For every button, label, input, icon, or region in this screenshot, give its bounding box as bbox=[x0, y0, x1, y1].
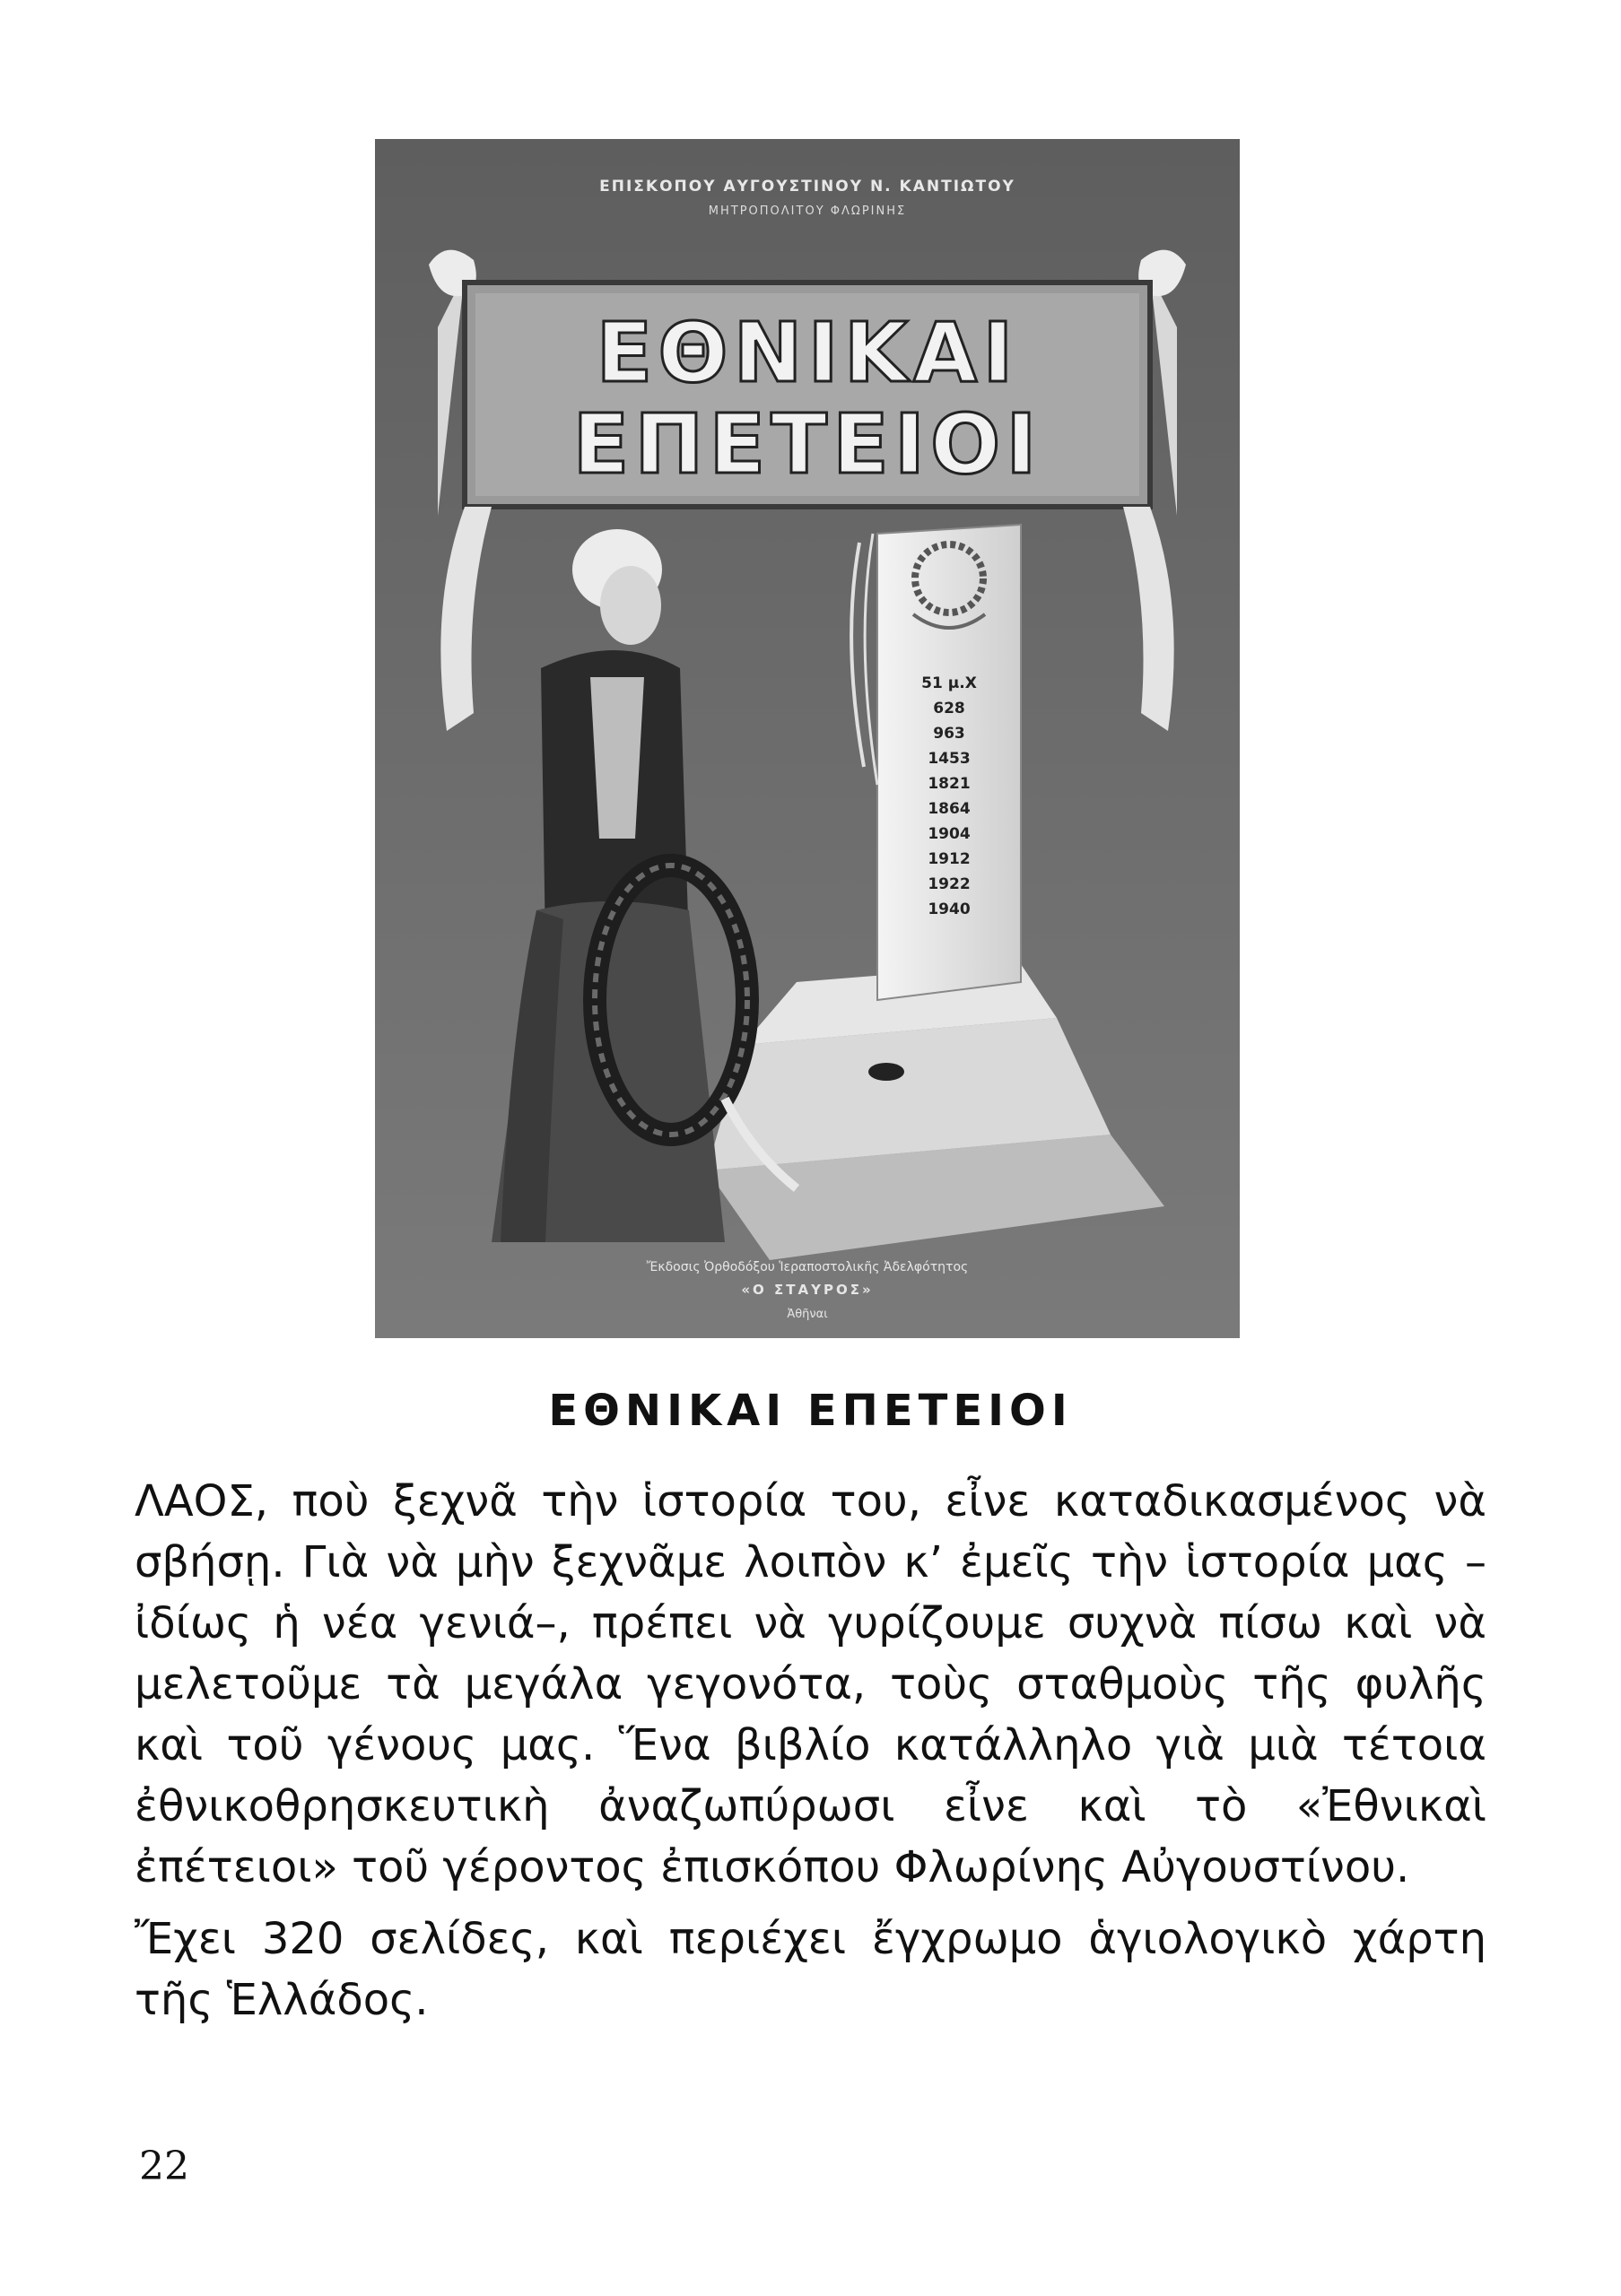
cover-see-line: ΜΗΤΡΟΠΟΛΙΤΟΥ ΦΛΩΡΙΝΗΣ bbox=[708, 204, 907, 218]
monument-date: 51 μ.Χ bbox=[921, 674, 977, 692]
monument-date: 1453 bbox=[928, 750, 971, 768]
book-cover-image bbox=[375, 139, 1240, 1338]
page-heading: ΕΘΝΙΚΑΙ ΕΠΕΤΕΙΟΙ bbox=[548, 1386, 1073, 1436]
cover-title-line1: ΕΘΝΙΚΑΙ bbox=[596, 305, 1019, 401]
monument-date: 628 bbox=[933, 700, 965, 718]
cover-publisher-line1: Ἔκδοσις Ὀρθοδόξου Ἱεραποστολικῆς Ἀδελφότητος bbox=[646, 1260, 969, 1274]
monument-date: 1940 bbox=[928, 900, 971, 918]
monument-date: 1904 bbox=[928, 825, 971, 843]
body-text bbox=[135, 1471, 1486, 2041]
monument-date: 1864 bbox=[928, 800, 971, 818]
page-number: 22 bbox=[139, 2144, 189, 2189]
paragraph: Ἔχει 320 σελίδες, καὶ περιέχει ἔγχρωμο ἁγιολογικὸ χάρτη τῆς Ἑλλάδος. bbox=[135, 1914, 1486, 2025]
cover-illustration bbox=[375, 139, 1240, 1338]
monument-date: 1912 bbox=[928, 850, 971, 868]
monument-date: 1922 bbox=[928, 875, 971, 893]
monument-date: 1821 bbox=[928, 775, 971, 793]
paragraph: ΛΑΟΣ, ποὺ ξεχνᾶ τὴν ἱστορία του, εἶνε καταδικασμένος νὰ σβήσῃ. Γιὰ νὰ μὴν ξεχνᾶμε λοιπὸν κ’ ἐμεῖς τὴν ἱστορία μας –ἰδίως ἡ νέα γενιά–, πρέπει νὰ γυρίζουμε συχνὰ πίσω καὶ νὰ μελετοῦμε τὰ μεγάλα γεγονότα, τοὺς σταθμοὺς τῆς φυλῆς καὶ τοῦ γένους μας. Ἕνα βιβλίο κατάλληλο γιὰ μιὰ τέτοια ἐθνικοθρησκευτικὴ ἀναζωπύρωσι εἶνε καὶ τὸ «Ἐθνικαὶ ἐπέτειοι» τοῦ γέροντος ἐπισκόπου Φλωρίνης Αὐγουστίνου. bbox=[135, 1476, 1486, 1892]
cover-publisher-city: Ἀθῆναι bbox=[787, 1308, 828, 1321]
cover-title-line2: ΕΠΕΤΕΙΟΙ bbox=[572, 396, 1042, 492]
cover-publisher-line2: «Ο ΣΤΑΥΡΟΣ» bbox=[741, 1282, 874, 1298]
cover-author-line: ΕΠΙΣΚΟΠΟΥ ΑΥΓΟΥΣΤΙΝΟΥ Ν. ΚΑΝΤΙΩΤΟΥ bbox=[599, 178, 1015, 196]
monument-date: 963 bbox=[933, 725, 965, 743]
